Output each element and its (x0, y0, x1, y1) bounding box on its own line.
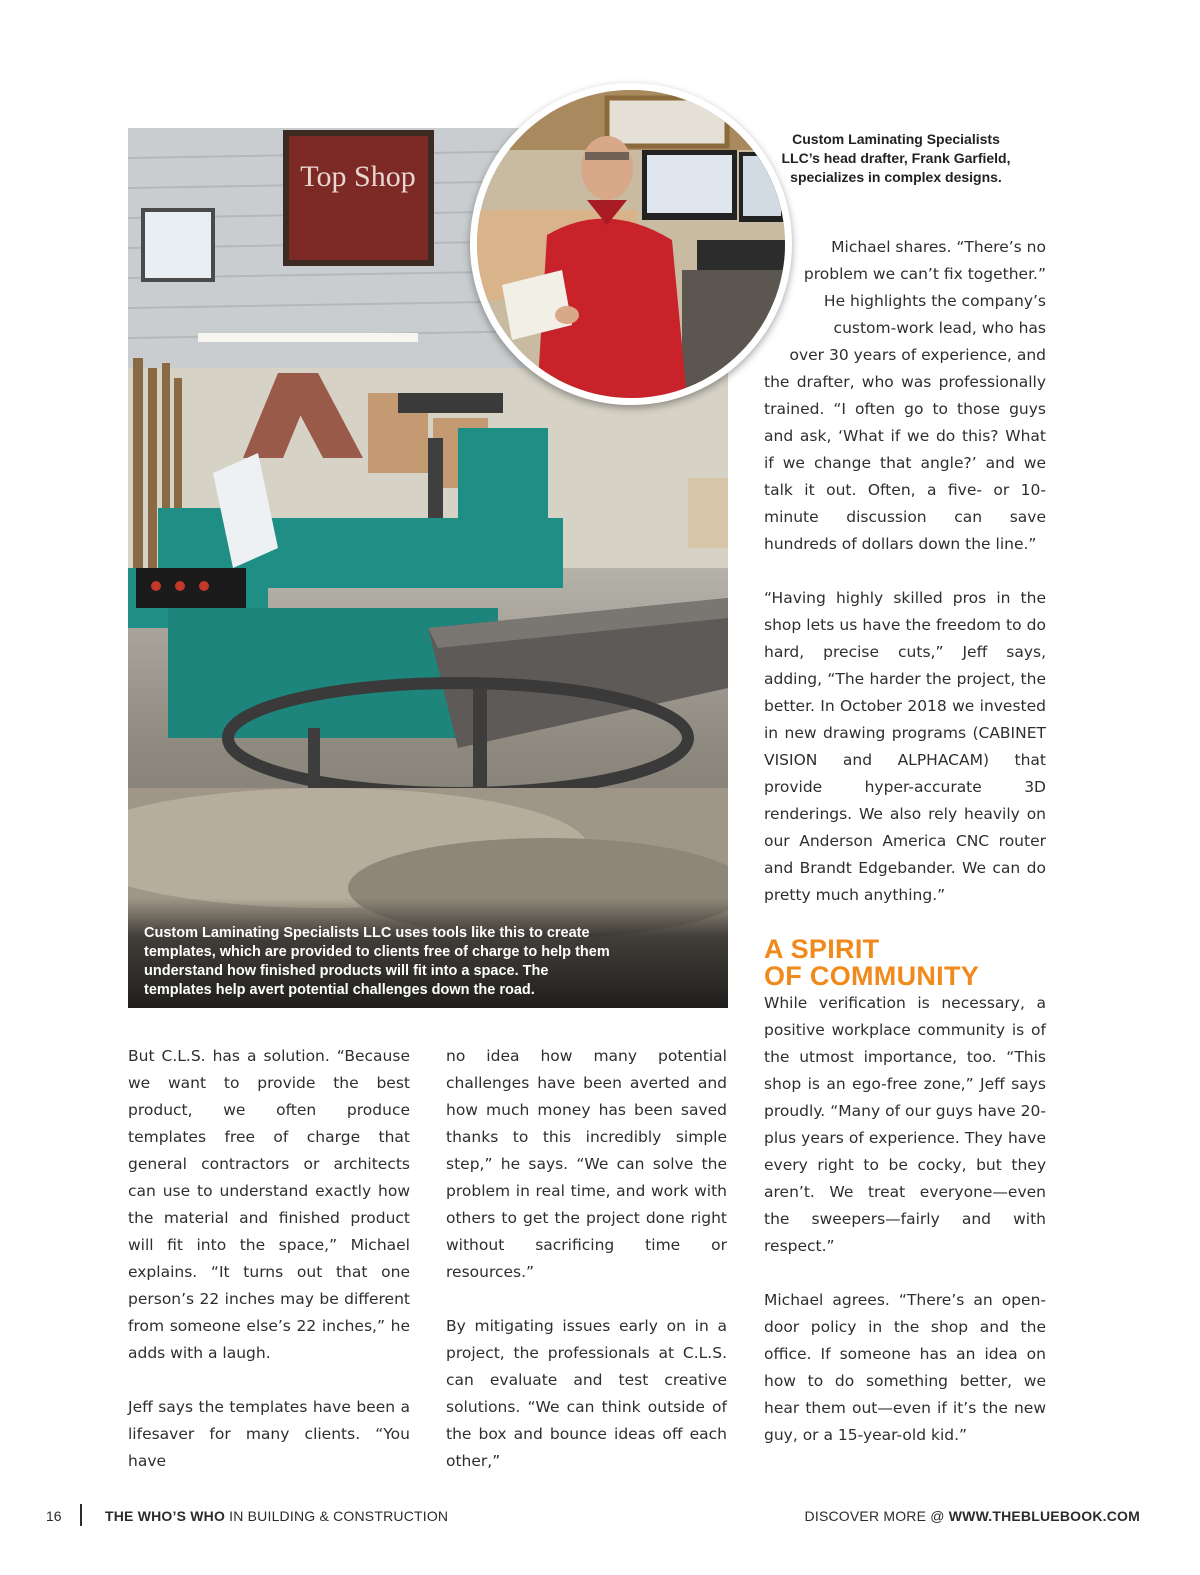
inset-photo (470, 83, 792, 405)
article-column-1 (128, 1043, 410, 1475)
publication-title (105, 1508, 448, 1524)
paragraph: But C.L.S. has a solution. “Because we want to provide the best product, we often produce templates free of charge that general contractors or architects can use to understand exactly how the material and finished product will fit into the space,” Michael explains. “It turns out that one person’s 22 inches may be different from someone else’s 22 inches,” he adds with a laugh. (128, 1047, 410, 1362)
website-link[interactable]: WWW.THEBLUEBOOK.COM (948, 1508, 1140, 1524)
article-column-2 (446, 1043, 727, 1475)
paragraph: no idea how many potential challenges have been averted and how much money has been saved thanks to this incredibly simple step,” he says. “We can solve the problem in real time, and work with others to get the project done right without sacrificing time or resources.” (446, 1047, 727, 1281)
sign-text: Top Shop (300, 160, 416, 193)
page-number: 16 (46, 1508, 62, 1524)
heading-line-2: OF COMMUNITY (764, 961, 980, 991)
drafter-illustration (477, 90, 785, 398)
wrap-line: problem we can’t fix together.” (803, 265, 1046, 283)
paragraph: Jeff says the templates have been a lifesaver for many clients. “You have (128, 1398, 410, 1470)
paragraph (764, 234, 1046, 558)
wrap-line: over 30 years of experience, and (789, 346, 1046, 364)
paragraph: While verification is necessary, a positive workplace community is of the utmost importance, too. “This shop is an ego-free zone,” Jeff says proudly. “Many of our guys have 20-plus years of experience. They have every right to be cocky, but they aren’t. We treat everyone—even the sweepers—fairly and with respect.” (764, 994, 1046, 1255)
heading-line-1: A SPIRIT (764, 934, 880, 964)
discover-more (805, 1508, 1140, 1524)
paragraph: By mitigating issues early on in a project, the professionals at C.L.S. can evaluate and test creative solutions. “We can think outside of the box and bounce ideas off each other,” (446, 1317, 727, 1470)
paragraph: “Having highly skilled pros in the shop lets us have the freedom to do hard, precise cuts,” Jeff says, adding, “The harder the project, the better. In October 2018 we invested in new drawing programs (CABINET VISION and ALPHACAM) that provide hyper-accurate 3D renderings. We also rely heavily on our Anderson America CNC router and Brandt Edgebander. We can do pretty much anything.” (764, 589, 1046, 904)
wrap-line: Michael shares. “There’s no (831, 238, 1046, 256)
footer-divider (80, 1504, 82, 1526)
main-photo-caption: Custom Laminating Specialists LLC uses tools like this to create templates, which are provided to clients free of charge to help them understand how finished products will fit into a space. The templates help avert potential challenges down the road. (128, 898, 728, 1008)
paragraph: Michael agrees. “There’s an open-door policy in the shop and the office. If someone has an idea on how to do something better, we hear them out—even if it’s the new guy, or a 15-year-old kid.” (764, 1291, 1046, 1444)
page-footer (0, 1500, 1200, 1530)
discover-prefix: DISCOVER MORE @ (804, 1508, 949, 1524)
paragraph-continuation: the drafter, who was professionally trained. “I often go to those guys and ask, ‘What if we do this? What if we change that angle?’ and we talk it out. Often, a five- or 10-minute discussion can save hundreds of dollars down the line.” (764, 373, 1046, 553)
publication-title-rest: IN BUILDING & CONSTRUCTION (225, 1508, 449, 1524)
publication-title-bold: THE WHO’S WHO (105, 1508, 226, 1524)
inset-photo-caption: Custom Laminating Specialists LLC’s head drafter, Frank Garfield, specializes in complex designs. (781, 131, 1011, 185)
section-heading (764, 936, 1046, 990)
wrap-line: custom-work lead, who has (833, 319, 1046, 337)
wrap-line: He highlights the company’s (823, 292, 1046, 310)
article-column-3 (764, 234, 1046, 1449)
